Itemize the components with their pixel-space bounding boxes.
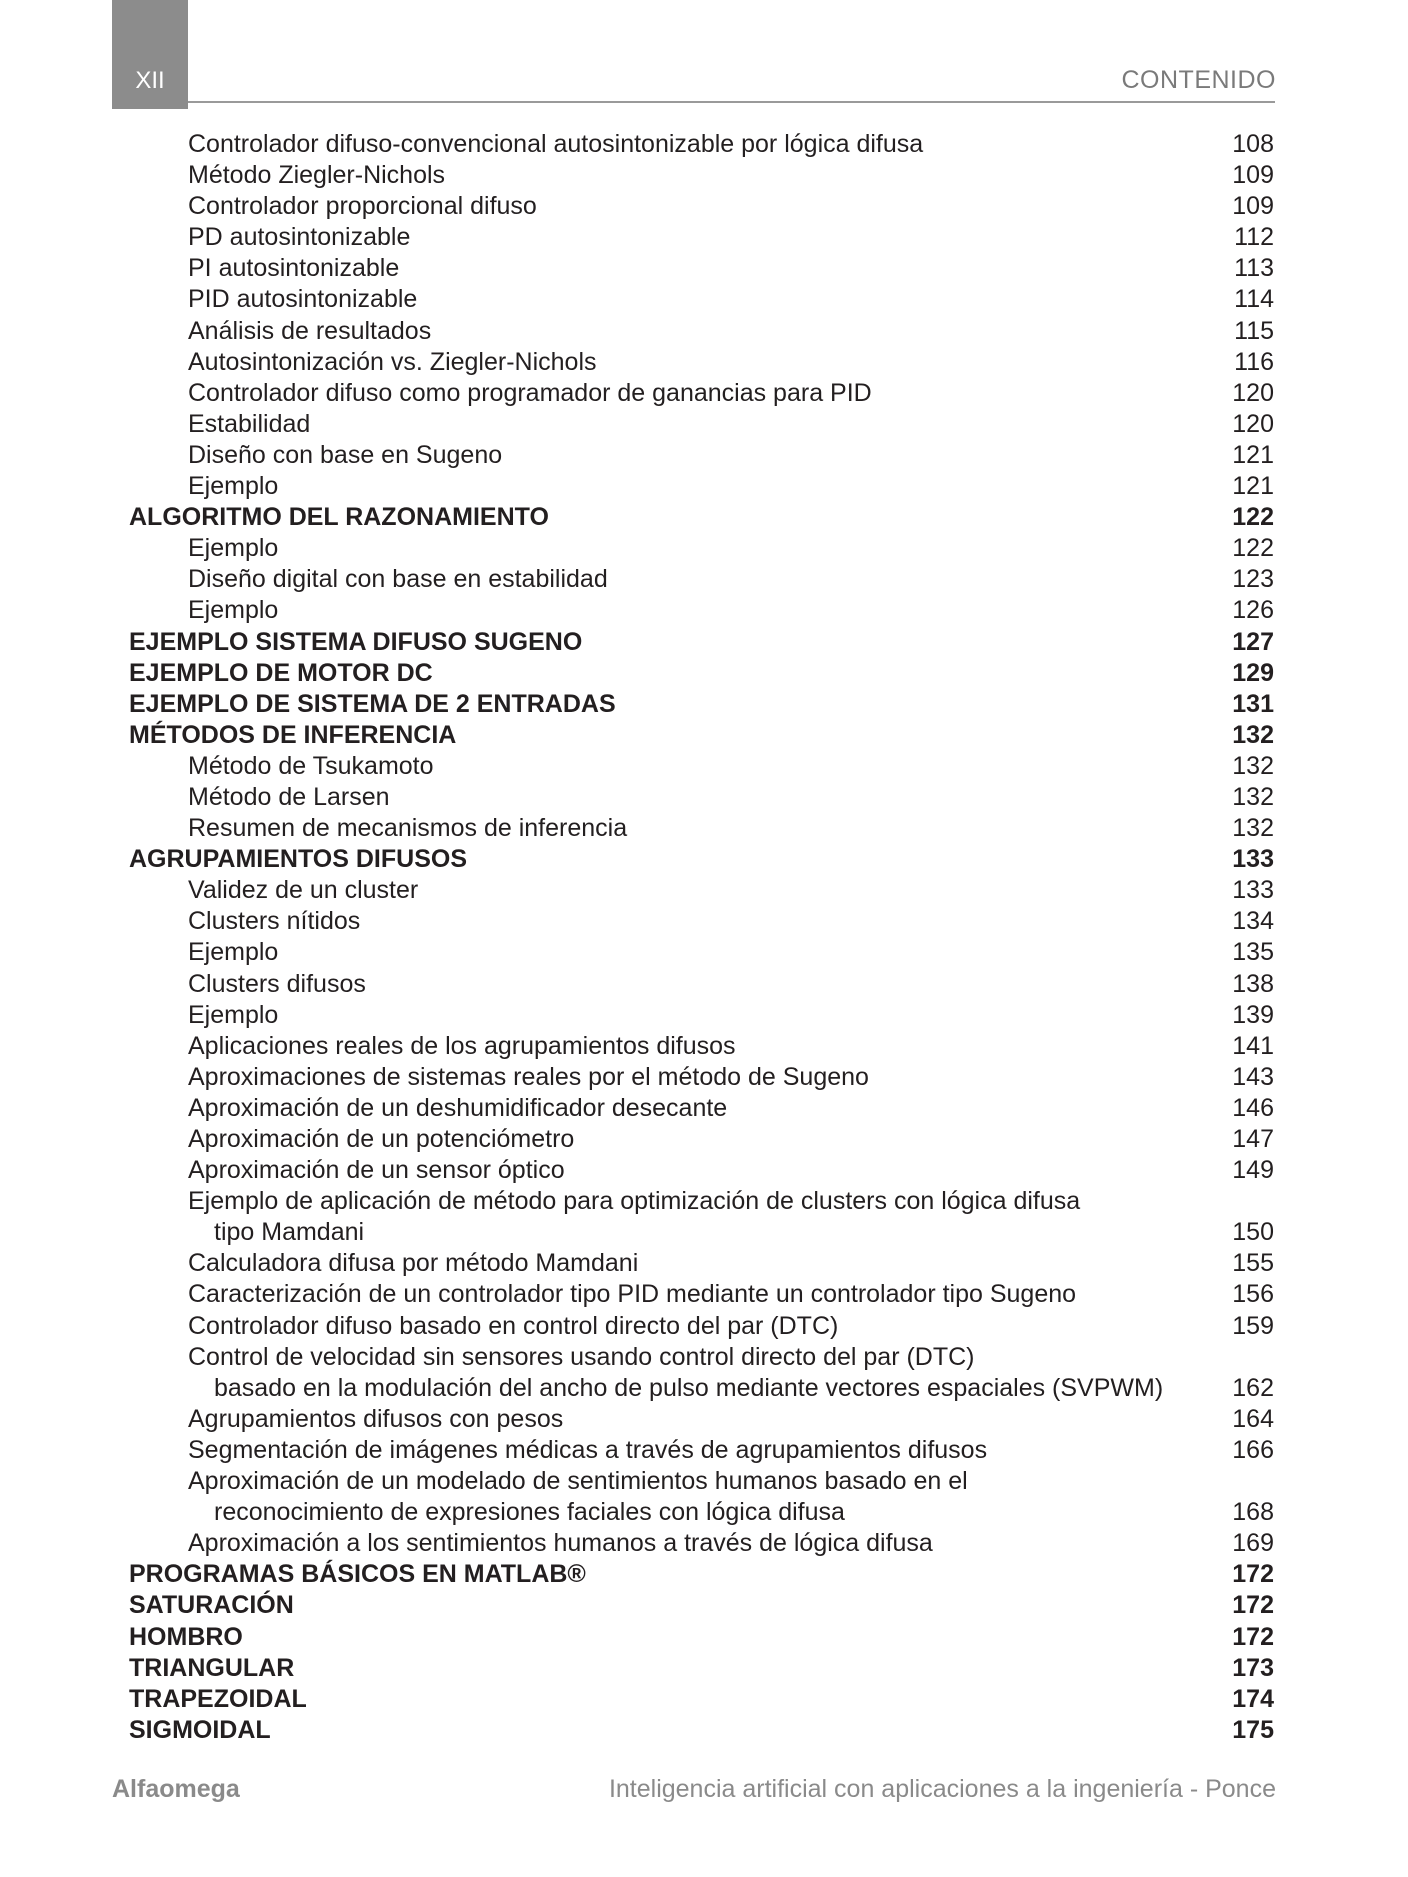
toc-subsection-entry <box>0 1248 1408 1279</box>
toc-subsection-entry <box>0 906 1408 937</box>
toc-subsection-entry <box>0 1155 1408 1186</box>
toc-entry-title: EJEMPLO DE SISTEMA DE 2 ENTRADAS <box>129 689 616 718</box>
toc-entry-title: basado en la modulación del ancho de pulso mediante vectores espaciales (SVPWM) <box>214 1373 1164 1402</box>
toc-subsection-entry <box>0 191 1408 222</box>
toc-entry-page-number: 109 <box>1232 192 1274 221</box>
toc-entry-title: Controlador difuso basado en control directo del par (DTC) <box>188 1311 839 1340</box>
toc-subsection-entry <box>0 378 1408 409</box>
toc-entry-title: PROGRAMAS BÁSICOS EN MATLAB® <box>129 1560 586 1589</box>
toc-subsection-entry <box>0 284 1408 315</box>
toc-subsection-entry <box>0 253 1408 284</box>
toc-entry-title: EJEMPLO SISTEMA DIFUSO SUGENO <box>129 627 583 656</box>
toc-subsection-entry <box>0 1342 1408 1373</box>
toc-entry-page-number: 132 <box>1232 720 1274 749</box>
toc-entry-page-number: 166 <box>1232 1435 1274 1464</box>
toc-entry-title: Ejemplo <box>188 472 279 501</box>
toc-entry-title: Aproximación de un modelado de sentimientos humanos basado en el <box>188 1467 968 1496</box>
toc-entry-page-number: 147 <box>1232 1125 1274 1153</box>
toc-entry-title: Estabilidad <box>188 409 311 438</box>
toc-entry-page-number: 155 <box>1232 1249 1274 1278</box>
footer-book-title: Inteligencia artificial con aplicaciones a la ingeniería - Ponce <box>608 1775 1276 1803</box>
toc-subsection-entry <box>0 409 1408 440</box>
toc-entry-title: ALGORITMO DEL RAZONAMIENTO <box>129 503 549 532</box>
toc-subsection-entry <box>0 937 1408 968</box>
toc-entry-page-number: 131 <box>1232 689 1274 718</box>
toc-entry-page-number: 174 <box>1232 1684 1274 1713</box>
toc-subsection-entry <box>0 1528 1408 1559</box>
toc-entry-title: Controlador difuso como programador de ganancias para PID <box>188 378 872 407</box>
footer-publisher: Alfaomega <box>112 1775 240 1803</box>
toc-subsection-entry <box>0 347 1408 378</box>
toc-entry-page-number: 109 <box>1232 161 1274 190</box>
toc-entry-page-number: 115 <box>1234 316 1274 345</box>
toc-entry-title: Aproximación a los sentimientos humanos a través de lógica difusa <box>188 1529 933 1558</box>
toc-entry-page-number: 141 <box>1232 1031 1274 1060</box>
toc-section-entry <box>0 1559 1408 1590</box>
toc-entry-title: Ejemplo <box>188 596 279 625</box>
toc-section-entry <box>0 1622 1408 1653</box>
toc-entry-page-number: 169 <box>1232 1529 1274 1558</box>
toc-subsection-entry <box>0 1031 1408 1062</box>
toc-subsection-entry <box>0 1217 1408 1248</box>
toc-subsection-entry <box>0 316 1408 347</box>
toc-entry-title: Diseño con base en Sugeno <box>188 440 503 469</box>
toc-subsection-entry <box>0 969 1408 1000</box>
toc-entry-page-number: 175 <box>1232 1715 1274 1744</box>
toc-section-entry <box>0 1684 1408 1715</box>
toc-entry-page-number: 173 <box>1232 1653 1274 1682</box>
toc-entry-title: Método de Larsen <box>188 782 390 811</box>
toc-entry-page-number: 114 <box>1234 285 1274 314</box>
page-number-tab <box>112 0 188 109</box>
toc-entry-page-number: 150 <box>1232 1218 1274 1247</box>
toc-entry-page-number: 126 <box>1232 596 1274 625</box>
toc-entry-title: Método Ziegler-Nichols <box>188 161 446 190</box>
toc-entry-page-number: 133 <box>1232 876 1274 905</box>
toc-entry-title: Ejemplo <box>188 1000 279 1029</box>
toc-entry-title: TRIANGULAR <box>129 1653 295 1682</box>
toc-entry-page-number: 156 <box>1232 1280 1274 1309</box>
toc-entry-page-number: 116 <box>1234 347 1274 376</box>
toc-entry-title: Controlador proporcional difuso <box>188 192 537 221</box>
toc-section-entry <box>0 689 1408 720</box>
header-divider <box>188 101 1275 103</box>
toc-section-entry <box>0 502 1408 533</box>
toc-entry-title: AGRUPAMIENTOS DIFUSOS <box>129 845 467 874</box>
toc-entry-page-number: 172 <box>1232 1560 1274 1589</box>
toc-entry-title: Método de Tsukamoto <box>188 751 434 780</box>
toc-entry-title: reconocimiento de expresiones faciales con lógica difusa <box>214 1498 845 1527</box>
toc-subsection-entry <box>0 129 1408 160</box>
toc-subsection-entry <box>0 875 1408 906</box>
toc-entry-title: Ejemplo <box>188 938 279 967</box>
toc-subsection-entry <box>0 751 1408 782</box>
toc-entry-page-number: 135 <box>1232 938 1274 967</box>
toc-entry-page-number: 162 <box>1232 1373 1274 1402</box>
toc-section-entry <box>0 627 1408 658</box>
toc-entry-page-number: 122 <box>1232 534 1274 563</box>
toc-entry-title: Control de velocidad sin sensores usando control directo del par (DTC) <box>188 1342 975 1371</box>
toc-section-entry <box>0 1715 1408 1746</box>
toc-entry-title: TRAPEZOIDAL <box>129 1684 307 1713</box>
toc-subsection-entry <box>0 564 1408 595</box>
toc-entry-title: Segmentación de imágenes médicas a través de agrupamientos difusos <box>188 1435 988 1464</box>
toc-entry-title: Caracterización de un controlador tipo PID mediante un controlador tipo Sugeno <box>188 1280 1077 1309</box>
toc-entry-page-number: 112 <box>1234 223 1274 252</box>
toc-entry-page-number: 132 <box>1232 751 1274 780</box>
toc-section-entry <box>0 1590 1408 1621</box>
toc-entry-title: Clusters difusos <box>188 969 366 998</box>
toc-subsection-entry <box>0 1093 1408 1124</box>
toc-entry-title: Ejemplo <box>188 534 279 563</box>
toc-entry-title: Calculadora difusa por método Mamdani <box>188 1249 639 1278</box>
toc-section-entry <box>0 844 1408 875</box>
toc-entry-page-number: 168 <box>1232 1498 1274 1527</box>
toc-subsection-entry <box>0 1404 1408 1435</box>
section-header-title: CONTENIDO <box>1121 66 1276 94</box>
toc-entry-title: Aproximación de un sensor óptico <box>188 1156 565 1185</box>
toc-subsection-entry <box>0 595 1408 626</box>
toc-entry-title: Resumen de mecanismos de inferencia <box>188 814 628 843</box>
toc-entry-title: Autosintonización vs. Ziegler-Nichols <box>188 347 597 376</box>
toc-entry-title: Controlador difuso-convencional autosintonizable por lógica difusa <box>188 130 924 158</box>
toc-entry-title: HOMBRO <box>129 1622 243 1651</box>
toc-entry-page-number: 164 <box>1232 1404 1274 1433</box>
toc-entry-page-number: 121 <box>1232 472 1274 501</box>
toc-entry-title: Ejemplo de aplicación de método para optimización de clusters con lógica difusa <box>188 1187 1081 1216</box>
toc-section-entry <box>0 658 1408 689</box>
toc-subsection-entry <box>0 1435 1408 1466</box>
toc-entry-page-number: 134 <box>1232 907 1274 936</box>
toc-entry-page-number: 146 <box>1232 1093 1274 1122</box>
toc-section-entry <box>0 1653 1408 1684</box>
toc-entry-page-number: 127 <box>1232 627 1274 656</box>
toc-section-entry <box>0 720 1408 751</box>
toc-subsection-entry <box>0 1311 1408 1342</box>
toc-entry-page-number: 123 <box>1232 565 1274 594</box>
table-of-contents <box>0 129 1408 1746</box>
toc-entry-title: SIGMOIDAL <box>129 1715 271 1744</box>
toc-subsection-entry <box>0 222 1408 253</box>
toc-entry-page-number: 129 <box>1232 658 1274 687</box>
toc-entry-page-number: 133 <box>1232 845 1274 874</box>
toc-subsection-entry <box>0 1279 1408 1310</box>
toc-entry-title: Diseño digital con base en estabilidad <box>188 565 608 594</box>
toc-entry-page-number: 138 <box>1232 969 1274 998</box>
toc-entry-page-number: 108 <box>1232 130 1274 158</box>
toc-entry-page-number: 149 <box>1232 1156 1274 1185</box>
toc-entry-title: Aproximaciones de sistemas reales por el método de Sugeno <box>188 1062 869 1091</box>
toc-entry-page-number: 172 <box>1232 1591 1274 1620</box>
toc-entry-page-number: 143 <box>1232 1062 1274 1091</box>
toc-subsection-entry <box>0 533 1408 564</box>
toc-entry-title: PI autosintonizable <box>188 254 400 283</box>
toc-subsection-entry <box>0 160 1408 191</box>
toc-subsection-entry <box>0 440 1408 471</box>
toc-entry-title: SATURACIÓN <box>129 1591 294 1620</box>
toc-subsection-entry <box>0 1373 1408 1404</box>
toc-subsection-entry <box>0 1497 1408 1528</box>
toc-entry-page-number: 120 <box>1232 378 1274 407</box>
toc-entry-page-number: 132 <box>1232 782 1274 811</box>
toc-entry-title: Análisis de resultados <box>188 316 432 345</box>
toc-entry-page-number: 121 <box>1232 440 1274 469</box>
toc-entry-title: tipo Mamdani <box>214 1218 365 1247</box>
toc-entry-title: MÉTODOS DE INFERENCIA <box>129 720 457 749</box>
toc-entry-title: Agrupamientos difusos con pesos <box>188 1404 564 1433</box>
toc-entry-page-number: 139 <box>1232 1000 1274 1029</box>
toc-entry-title: EJEMPLO DE MOTOR DC <box>129 658 433 687</box>
toc-entry-title: Aproximación de un deshumidificador desecante <box>188 1093 728 1122</box>
toc-entry-page-number: 172 <box>1232 1622 1274 1651</box>
page-number: XII <box>135 67 165 94</box>
toc-entry-title: Aproximación de un potenciómetro <box>188 1125 575 1153</box>
toc-entry-title: PID autosintonizable <box>188 285 418 314</box>
toc-subsection-entry <box>0 1062 1408 1093</box>
toc-subsection-entry <box>0 782 1408 813</box>
toc-entry-page-number: 120 <box>1232 409 1274 438</box>
toc-entry-title: Aplicaciones reales de los agrupamientos difusos <box>188 1031 736 1060</box>
toc-entry-page-number: 113 <box>1234 254 1274 283</box>
toc-entry-page-number: 122 <box>1232 503 1274 532</box>
toc-subsection-entry <box>0 1186 1408 1217</box>
toc-entry-page-number: 159 <box>1232 1311 1274 1340</box>
toc-entry-title: PD autosintonizable <box>188 223 411 252</box>
toc-entry-title: Validez de un cluster <box>188 876 419 905</box>
toc-subsection-entry <box>0 813 1408 844</box>
toc-entry-title: Clusters nítidos <box>188 907 361 936</box>
toc-subsection-entry <box>0 1466 1408 1497</box>
toc-subsection-entry <box>0 471 1408 502</box>
toc-entry-page-number: 132 <box>1232 814 1274 843</box>
toc-subsection-entry <box>0 1000 1408 1031</box>
toc-subsection-entry <box>0 1124 1408 1155</box>
